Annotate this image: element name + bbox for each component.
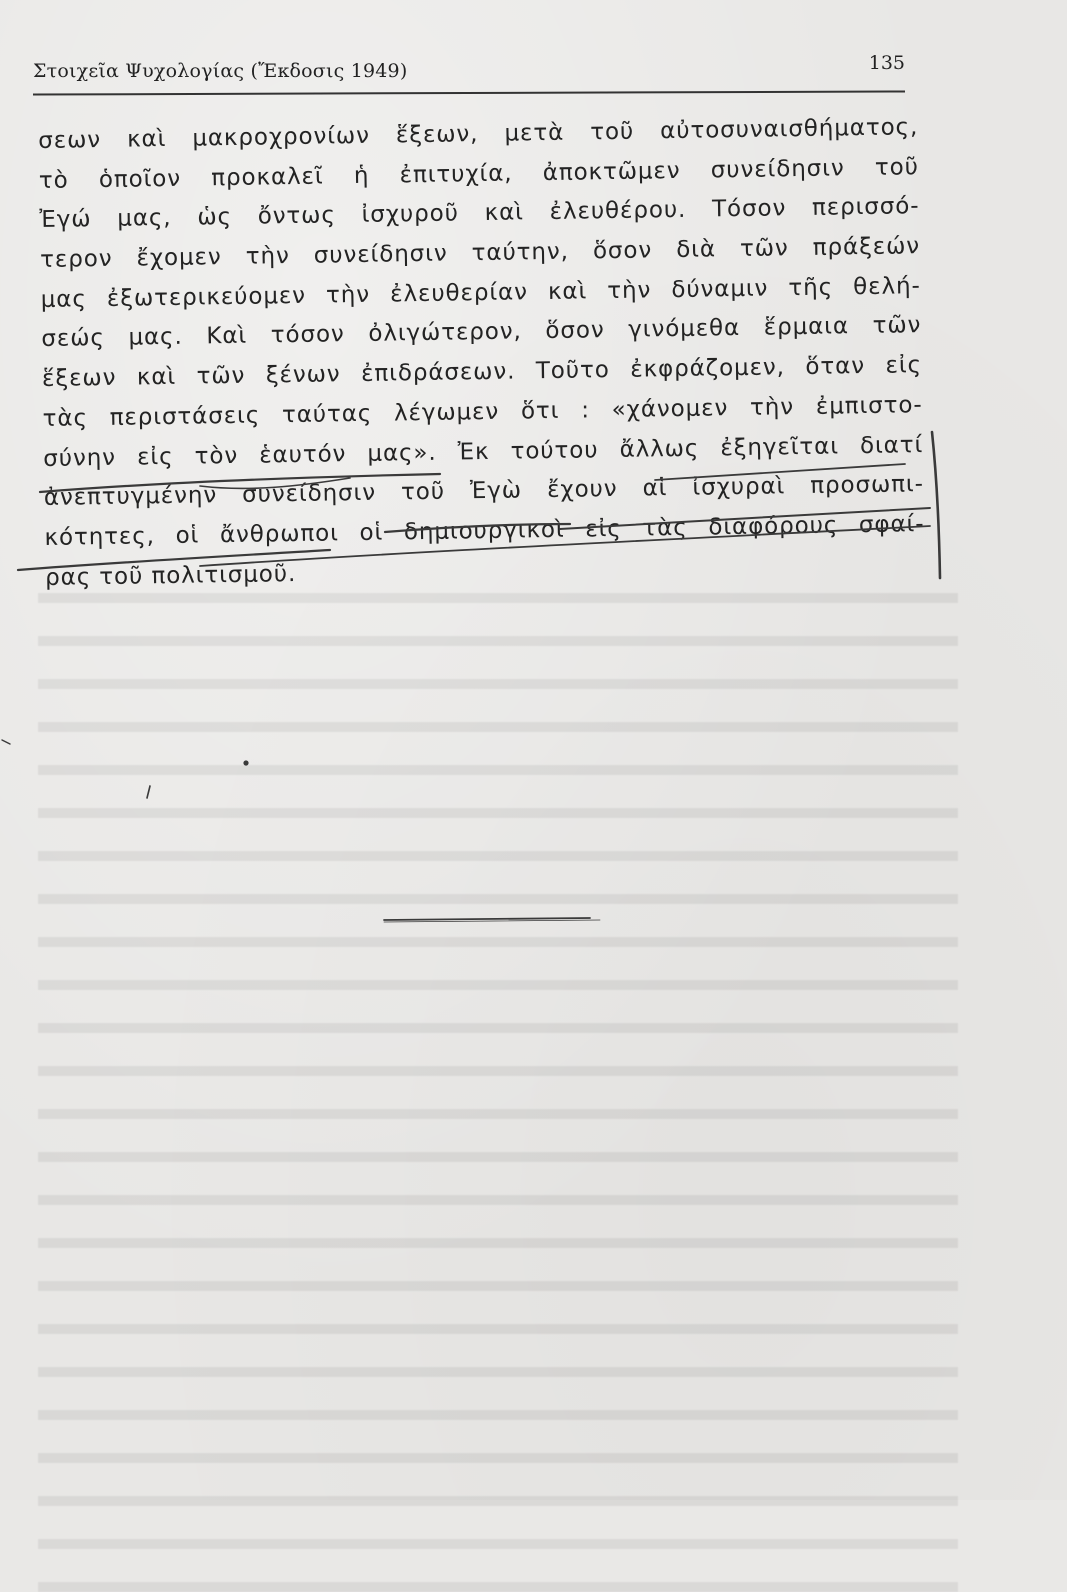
text-line: τὰς περιστάσεις ταύτας λέγωμεν ὅτι : «χάνομεν τὴν ἐμπιστο- xyxy=(42,391,923,432)
text-line: τὸ ὁποῖον προκαλεῖ ἡ ἐπιτυχία, ἀποκτῶμεν συνείδησιν τοῦ xyxy=(38,153,920,194)
page-number: 135 xyxy=(868,52,905,74)
show-through-texture xyxy=(38,560,958,1430)
separator-rule xyxy=(384,920,600,922)
text-line: ρας τοῦ πολιτισμοῦ. xyxy=(44,560,297,591)
text-line: μας ἐξωτερικεύομεν τὴν ἐλευθερίαν καὶ τὴν δύναμιν τῆς θελή- xyxy=(40,272,921,313)
pencil-tick xyxy=(147,786,150,798)
text-line: Ἐγώ μας, ὡς ὄντως ἰσχυροῦ καὶ ἐλευθέρου. Τόσον περισσό- xyxy=(39,193,920,234)
text-line: κότητες, οἱ ἄνθρωποι οἱ δημιουργικοὶ εἰς τὰς διαφόρους σφαί- xyxy=(44,511,925,551)
separator-rule xyxy=(384,918,590,920)
text-line: σεώς μας. Καὶ τόσον ὀλιγώτερον, ὅσον γινόμεθα ἕρμαια τῶν xyxy=(41,312,922,353)
page-header xyxy=(33,52,905,92)
text-line: σύνην εἰς τὸν ἑαυτόν μας». Ἐκ τούτου ἄλλως ἐξηγεῖται διατί xyxy=(43,431,924,472)
body-paragraph xyxy=(38,108,925,598)
text-line: ἕξεων καὶ τῶν ξένων ἐπιδράσεων. Τοῦτο ἐκφράζομεν, ὅταν εἰς xyxy=(41,352,923,393)
text-line: σεων καὶ μακροχρονίων ἕξεων, μετὰ τοῦ αὐτοσυναισθήματος, xyxy=(38,114,919,154)
text-line: ἀνεπτυγμένην συνείδησιν τοῦ Ἐγὼ ἔχουν αἱ ἰσχυραὶ προσωπι- xyxy=(43,471,925,512)
margin-bar xyxy=(932,432,940,578)
pencil-tick xyxy=(2,740,10,744)
running-head: Στοιχεῖα Ψυχολογίας (Ἔκδοσις 1949) xyxy=(33,60,408,82)
text-line: τερον ἔχομεν τὴν συνείδησιν ταύτην, ὅσον διὰ τῶν πράξεών xyxy=(39,233,921,274)
ink-speck xyxy=(243,760,248,765)
